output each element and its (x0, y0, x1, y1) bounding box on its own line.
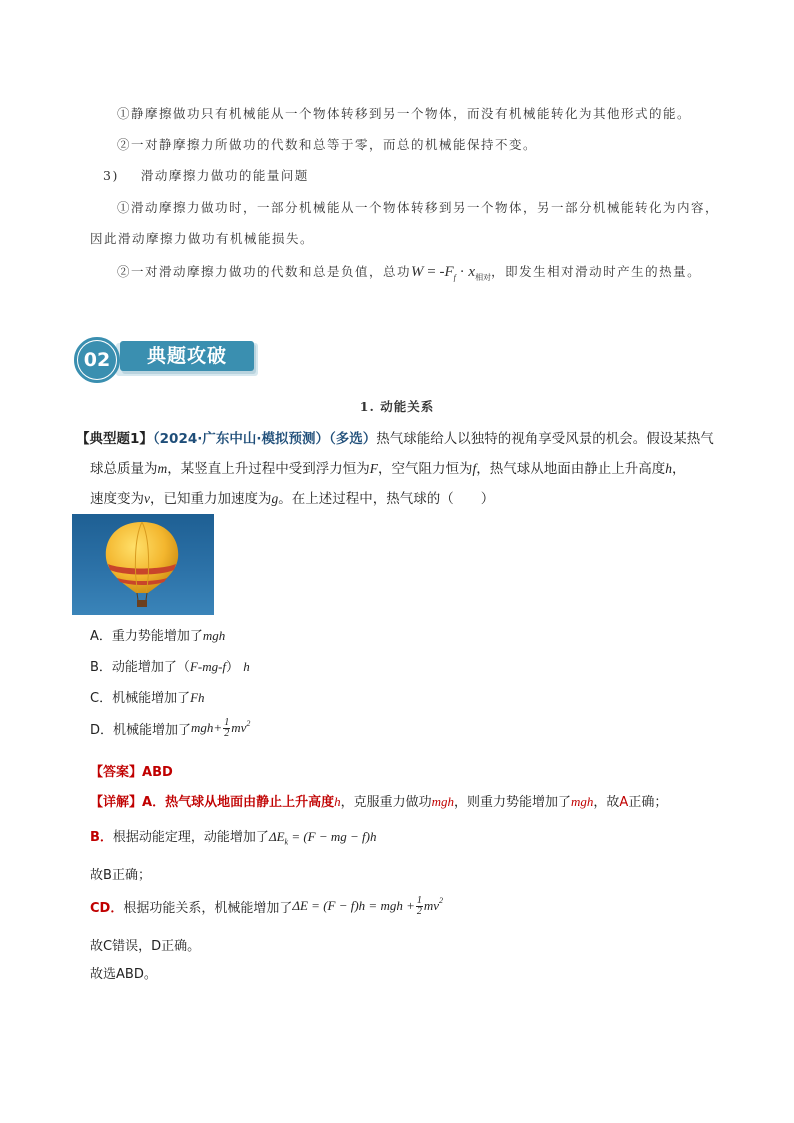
question-line-3: 速度变为v，已知重力加速度为g。在上述过程中，热气球的（ ） (90, 491, 495, 507)
option-a: A．重力势能增加了mgh (90, 628, 226, 644)
detail-line-b-conclusion: 故B正确； (90, 868, 151, 883)
section-title: 典题攻破 (146, 345, 227, 367)
section-number: 02 (78, 341, 116, 379)
detail-line-cd: CD． 根据功能关系，机械能增加了 ΔE = (F − f)h = mgh + $\frac{1}{2}$ mv $^2$ (90, 894, 444, 917)
subheading: 1. 动能关系 (359, 399, 435, 414)
text-line-static-friction-1: ①静摩擦做功只有机械能从一个物体转移到另一个物体，而没有机械能转化为其他形式的能。 (117, 106, 692, 121)
detail-line-b: B．根据动能定理，动能增加了$\Delta E_k = (F$ − mg − f)h (90, 829, 377, 847)
balloon-illustration (72, 514, 214, 615)
question-line-1: 【典型题1】（2024·广东中山·模拟预测）（多选）热气球能给人以独特的视角享受风景的机会。假设某热气 (76, 431, 714, 447)
option-b: B．动能增加了（F-mg-f） h (90, 659, 250, 675)
item-3-heading: 3) 滑动摩擦力做功的能量问题 (103, 168, 309, 183)
detail-line-cd-conclusion: 故C错误，D正确。 (90, 939, 201, 954)
answer-line: 【答案】ABD (90, 765, 173, 780)
section-banner (74, 337, 260, 381)
detail-line-a: 【详解】A．热气球从地面由静止上升高度h，克服重力做功mgh，则重力势能增加了mgh，故A正确； (90, 794, 668, 810)
question-line-2: 球总质量为m，某竖直上升过程中受到浮力恒为F，空气阻力恒为f，热气球从地面由静止上升高度h， (90, 461, 686, 477)
hot-air-balloon-image (72, 514, 214, 615)
detail-final: 故选ABD。 (90, 967, 157, 982)
option-d: D．机械能增加了 mgh+ $\frac{1}{2}$ mv $^2$ (90, 716, 251, 739)
option-c: C．机械能增加了Fh (90, 690, 205, 706)
text-line-static-friction-2: ②一对静摩擦力所做功的代数和总等于零，而总的机械能保持不变。 (117, 137, 538, 152)
text-line-sliding-friction-3: ②一对滑动摩擦力做功的代数和总是负值，总功$W = -F_f \cdot x_{相对}$，即发生相对滑动时产生的热量。 (117, 264, 702, 282)
text-line-sliding-friction-1: ①滑动摩擦力做功时，一部分机械能从一个物体转移到另一个物体，另一部分机械能转化为内容， (117, 200, 720, 215)
text-line-sliding-friction-2: 因此滑动摩擦力做功有机械能损失。 (90, 231, 315, 246)
